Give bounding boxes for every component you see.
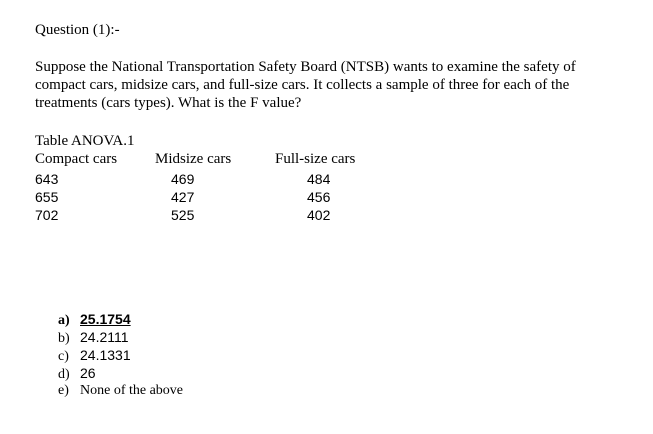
option-letter: a): [58, 313, 70, 328]
option-b[interactable]: [58, 329, 129, 347]
option-value: 26: [80, 365, 96, 381]
option-letter: b): [58, 331, 70, 346]
column-header-midsize: Midsize cars: [155, 151, 232, 167]
table-cell: 643: [35, 171, 59, 187]
table-cell: 702: [35, 207, 59, 223]
option-value: 24.1331: [80, 347, 131, 363]
table-cell: 427: [171, 189, 195, 205]
paragraph-line: treatments (cars types). What is the F value?: [35, 95, 302, 111]
table-cell: 484: [307, 171, 331, 187]
column-header-compact: Compact cars: [35, 151, 118, 167]
option-c[interactable]: [58, 347, 131, 365]
question-paragraph: [35, 58, 635, 112]
paragraph-line: compact cars, midsize cars, and full-size cars. It collects a sample of three for each of the: [35, 77, 570, 93]
option-e[interactable]: [58, 383, 183, 399]
paragraph-line: Suppose the National Transportation Safety Board (NTSB) wants to examine the safety of: [35, 59, 576, 75]
option-value: 24.2111: [80, 329, 129, 345]
table-cell: 402: [307, 207, 331, 223]
question-heading: Question (1):-: [35, 22, 120, 38]
option-value: 25.1754: [80, 311, 131, 327]
option-letter: c): [58, 349, 69, 364]
option-letter: d): [58, 367, 70, 382]
option-a[interactable]: [58, 311, 131, 329]
option-value: None of the above: [80, 383, 184, 398]
column-header-fullsize: Full-size cars: [275, 151, 356, 167]
option-letter: e): [58, 383, 69, 398]
table-cell: 655: [35, 189, 59, 205]
table-cell: 469: [171, 171, 195, 187]
option-d[interactable]: [58, 365, 96, 383]
table-cell: 456: [307, 189, 331, 205]
table-title: Table ANOVA.1: [35, 133, 135, 149]
table-cell: 525: [171, 207, 195, 223]
